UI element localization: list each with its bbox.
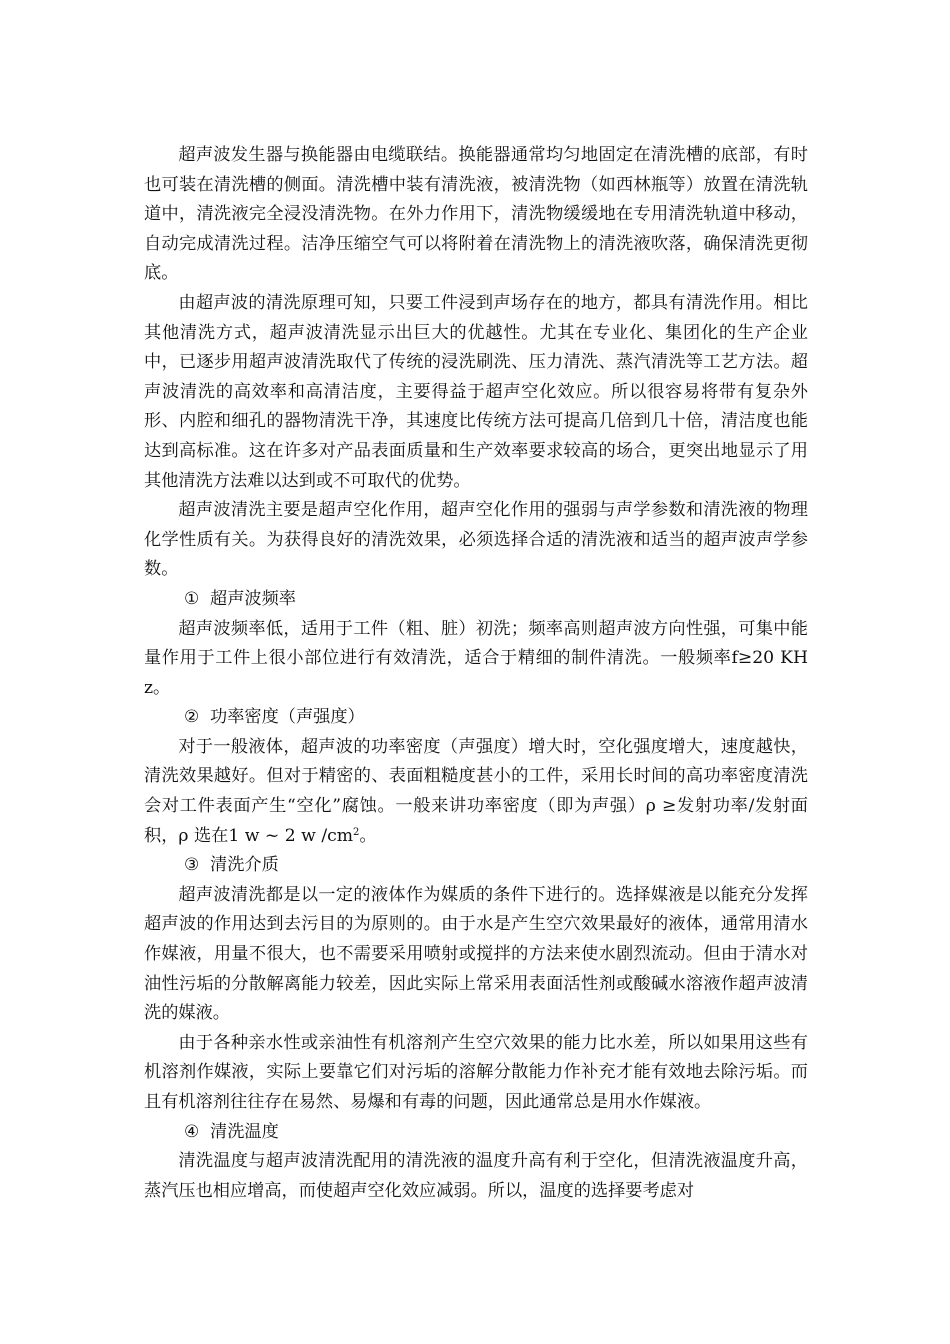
- section-heading-power-density: [144, 703, 808, 733]
- section-title: 清洗介质: [210, 855, 279, 876]
- section-number: ②: [184, 707, 200, 728]
- section-number: ③: [184, 855, 200, 876]
- section-number: ①: [184, 588, 200, 609]
- section-heading-frequency: [144, 585, 808, 615]
- section-number: ④: [184, 1121, 200, 1142]
- paragraph-acoustic-parameters: 超声波清洗主要是超声空化作用，超声空化作用的强弱与声学参数和清洗液的物理化学性质有关。为获得良好的清洗效果，必须选择合适的清洗液和适当的超声波声学参数。: [144, 500, 808, 580]
- section-title: 超声波频率: [210, 588, 296, 609]
- paragraph-text: 对于一般液体，超声波的功率密度（声强度）增大时，空化强度增大，速度越快，清洗效果越好。但对于精密的、表面粗糙度甚小的工件，采用长时间的高功率密度清洗会对工件表面产生“空化”腐蚀。一般来讲功率密度（即为声强）ρ ≥发射功率/发射面积，ρ 选在1 w ~ 2 w /cm: [144, 736, 808, 846]
- section-title: 清洗温度: [210, 1121, 279, 1142]
- section-heading-medium: [144, 851, 808, 881]
- section-heading-temperature: [144, 1118, 808, 1148]
- paragraph-organic-solvents: 由于各种亲水性或亲油性有机溶剂产生空穴效果的能力比水差，所以如果用这些有机溶剂作媒液，实际上要靠它们对污垢的溶解分散能力作补充才能有效地去除污垢。而且有机溶剂往往存在易然、易爆和有毒的问题，因此通常总是用水作媒液。: [144, 1032, 808, 1112]
- paragraph-medium: 超声波清洗都是以一定的液体作为媒质的条件下进行的。选择媒液是以能充分发挥超声波的作用达到去污目的为原则的。由于水是产生空穴效果最好的液体，通常用清水作媒液，用量不很大，也不需要采用喷射或搅拌的方法来使水剧烈流动。但由于清水对油性污垢的分散解离能力较差，因此实际上常采用表面活性剂或酸碱水溶液作超声波清洗的媒液。: [144, 884, 808, 1024]
- superscript: 2: [353, 826, 360, 838]
- document-page: [144, 141, 808, 1206]
- section-title: 功率密度（声强度）: [210, 707, 365, 728]
- paragraph-temperature: 清洗温度与超声波清洗配用的清洗液的温度升高有利于空化，但清洗液温度升高，蒸汽压也相应增高，而使超声空化效应减弱。所以，温度的选择要考虑对: [144, 1151, 808, 1201]
- paragraph-cleaning-principle: 由超声波的清洗原理可知，只要工件浸到声场存在的地方，都具有清洗作用。相比其他清洗方式，超声波清洗显示出巨大的优越性。尤其在专业化、集团化的生产企业中，已逐步用超声波清洗取代了传统的浸洗刷洗、压力清洗、蒸汽清洗等工艺方法。超声波清洗的高效率和高清洁度，主要得益于超声空化效应。所以很容易将带有复杂外形、内腔和细孔的器物清洗干净，其速度比传统方法可提高几倍到几十倍，清洁度也能达到高标准。这在许多对产品表面质量和生产效率要求较高的场合，更突出地显示了用其他清洗方法难以达到或不可取代的优势。: [144, 292, 808, 491]
- paragraph-power-density: [144, 733, 808, 851]
- paragraph-frequency: 超声波频率低，适用于工件（粗、脏）初洗；频率高则超声波方向性强，可集中能量作用于工件上很小部位进行有效清洗，适合于精细的制件清洗。一般频率f≥20 KH z。: [144, 618, 808, 698]
- paragraph-end: 。: [359, 825, 377, 846]
- paragraph-transducer-setup: 超声波发生器与换能器由电缆联结。换能器通常均匀地固定在清洗槽的底部，有时也可装在清洗槽的侧面。清洗槽中装有清洗液，被清洗物（如西林瓶等）放置在清洗轨道中，清洗液完全浸没清洗物。在外力作用下，清洗物缓缓地在专用清洗轨道中移动，自动完成清洗过程。洁净压缩空气可以将附着在清洗物上的清洗液吹落，确保清洗更彻底。: [144, 145, 808, 284]
